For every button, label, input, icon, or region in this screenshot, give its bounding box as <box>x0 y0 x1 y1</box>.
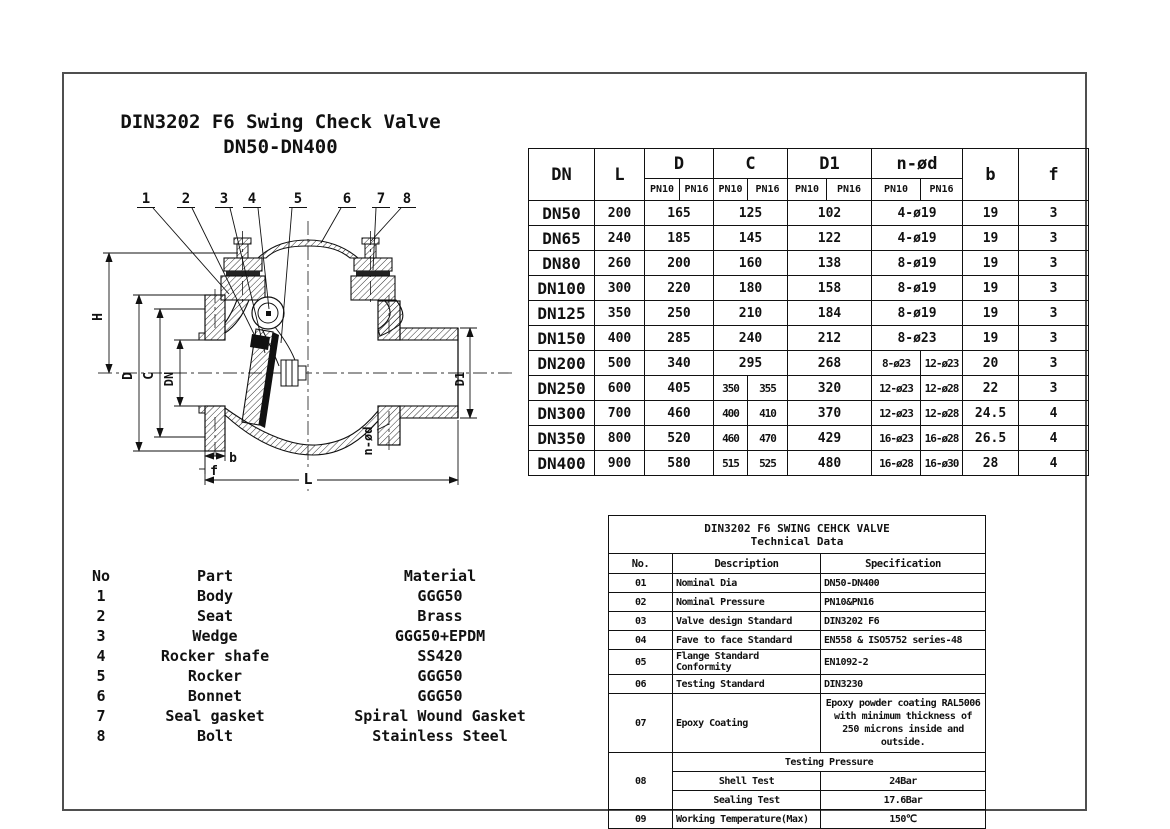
dim-cell: 200 <box>645 251 714 276</box>
dim-cell: 26.5 <box>963 426 1019 451</box>
tech-no-cell: 01 <box>609 574 673 593</box>
dim-cell: 900 <box>595 451 645 476</box>
dim-cell: DN100 <box>529 276 595 301</box>
dim-label-n-od: n-ød <box>361 426 375 456</box>
part-material: GGG50 <box>417 667 463 685</box>
dim-col-header: D <box>645 149 714 179</box>
part-no: 4 <box>96 647 106 665</box>
tech-no-cell: 06 <box>609 675 673 694</box>
disc-wedge <box>242 329 279 428</box>
part-material: GGG50 <box>417 587 463 605</box>
tech-row <box>609 694 986 753</box>
dim-cell: DN250 <box>529 376 595 401</box>
dim-cell: 370 <box>788 401 872 426</box>
part-material: Stainless Steel <box>372 727 508 745</box>
tech-spec-cell: EN1092-2 <box>821 650 986 675</box>
dim-cell: 405 <box>645 376 714 401</box>
dimension-table-body <box>529 201 1089 476</box>
dim-table-row <box>529 351 1089 376</box>
dim-cell: 125 <box>714 201 788 226</box>
dim-cell: 19 <box>963 301 1019 326</box>
dim-cell: 138 <box>788 251 872 276</box>
dim-cell: 12-ø28 <box>921 376 963 401</box>
part-no: 6 <box>96 687 106 705</box>
dim-cell: 16-ø30 <box>921 451 963 476</box>
dim-cell: 3 <box>1019 226 1089 251</box>
tech-desc-cell: Valve design Standard <box>673 612 821 631</box>
dimension-table-container <box>528 148 1089 476</box>
tech-row <box>609 810 986 829</box>
dim-cell: 8-ø19 <box>872 276 963 301</box>
dimension-table <box>528 148 1089 476</box>
tech-row <box>609 650 986 675</box>
tech-desc-cell: Flange Standard Conformity <box>673 650 821 675</box>
tech-spec-cell: 17.6Bar <box>821 791 986 810</box>
tech-spec-cell: DIN3202 F6 <box>821 612 986 631</box>
part-no: 1 <box>96 587 106 605</box>
dim-cell: DN400 <box>529 451 595 476</box>
tech-no-cell: 09 <box>609 810 673 829</box>
part-material: Spiral Wound Gasket <box>354 707 526 725</box>
tech-spec-cell: DN50-DN400 <box>821 574 986 593</box>
part-no: 7 <box>96 707 106 725</box>
title-line-2: DN50-DN400 <box>223 136 338 158</box>
dim-cell: 3 <box>1019 326 1089 351</box>
dim-subcol-header: PN16 <box>680 179 714 201</box>
parts-header-material: Material <box>403 567 477 585</box>
dim-cell: 3 <box>1019 301 1089 326</box>
dim-cell: 22 <box>963 376 1019 401</box>
dim-cell: 12-ø23 <box>872 401 921 426</box>
seal-gasket-left <box>226 271 260 276</box>
tech-row <box>609 631 986 650</box>
title-line-1: DIN3202 F6 Swing Check Valve <box>120 111 441 133</box>
dim-cell: 4-ø19 <box>872 226 963 251</box>
dim-cell: 19 <box>963 201 1019 226</box>
dim-cell: 8-ø23 <box>872 326 963 351</box>
dim-cell: 3 <box>1019 376 1089 401</box>
seal-gasket-right <box>356 271 390 276</box>
tech-desc-cell: Nominal Pressure <box>673 593 821 612</box>
dim-cell: 3 <box>1019 251 1089 276</box>
dim-subcol-header: PN10 <box>872 179 921 201</box>
dim-cell: DN200 <box>529 351 595 376</box>
part-material: GGG50+EPDM <box>394 627 486 645</box>
tech-no-cell: 08 <box>609 753 673 810</box>
part-no: 8 <box>96 727 106 745</box>
dim-cell: 525 <box>748 451 788 476</box>
dim-cell: 4 <box>1019 426 1089 451</box>
dimension-table-head <box>529 149 1089 201</box>
dim-cell: 295 <box>714 351 788 376</box>
tech-header-cell: Specification <box>821 554 986 574</box>
dim-cell: 410 <box>748 401 788 426</box>
dim-cell: 212 <box>788 326 872 351</box>
tech-no-cell: 03 <box>609 612 673 631</box>
dim-cell: 28 <box>963 451 1019 476</box>
dim-table-row <box>529 276 1089 301</box>
dim-table-row <box>529 451 1089 476</box>
tech-desc-cell: Testing Standard <box>673 675 821 694</box>
dim-cell: 16-ø23 <box>872 426 921 451</box>
dim-table-row <box>529 326 1089 351</box>
dim-table-row <box>529 426 1089 451</box>
dim-cell: 300 <box>595 276 645 301</box>
dim-cell: 160 <box>714 251 788 276</box>
disc-nut <box>281 360 306 386</box>
callout-3: 3 <box>219 191 229 207</box>
dim-label-L: L <box>303 470 313 488</box>
dim-cell: 268 <box>788 351 872 376</box>
tech-spec-cell: DIN3230 <box>821 675 986 694</box>
dim-cell: 180 <box>714 276 788 301</box>
tech-spec-cell: 150℃ <box>821 810 986 829</box>
callout-8: 8 <box>402 191 412 207</box>
dim-subcol-header: PN10 <box>645 179 680 201</box>
dim-cell: 240 <box>714 326 788 351</box>
dim-cell: 500 <box>595 351 645 376</box>
dim-cell: 460 <box>714 426 748 451</box>
dim-label-DN: DN <box>162 371 176 387</box>
dim-cell: 320 <box>788 376 872 401</box>
tech-spec-cell: 24Bar <box>821 772 986 791</box>
tech-header-cell: Description <box>673 554 821 574</box>
dim-cell: 355 <box>748 376 788 401</box>
dim-cell: 400 <box>595 326 645 351</box>
dim-cell: 8-ø19 <box>872 301 963 326</box>
dim-cell: 4 <box>1019 451 1089 476</box>
dim-cell: 340 <box>645 351 714 376</box>
dim-cell: 260 <box>595 251 645 276</box>
dim-col-header: b <box>963 149 1019 201</box>
dim-label-b: b <box>229 451 237 466</box>
dim-cell: 102 <box>788 201 872 226</box>
valve-drawing <box>68 183 528 498</box>
parts-list <box>82 566 570 746</box>
dim-cell: 24.5 <box>963 401 1019 426</box>
tech-spec-cell: PN10&PN16 <box>821 593 986 612</box>
dim-cell: 16-ø28 <box>921 426 963 451</box>
tech-row <box>609 612 986 631</box>
tech-no-cell: 04 <box>609 631 673 650</box>
tech-desc-cell: Epoxy Coating <box>673 694 821 753</box>
dim-cell: 600 <box>595 376 645 401</box>
part-name: Body <box>196 587 234 605</box>
dim-cell: 12-ø23 <box>872 376 921 401</box>
dim-cell: 210 <box>714 301 788 326</box>
dim-cell: 350 <box>714 376 748 401</box>
dim-col-header: L <box>595 149 645 201</box>
dim-table-row <box>529 376 1089 401</box>
dim-col-header: D1 <box>788 149 872 179</box>
dim-subcol-header: PN16 <box>921 179 963 201</box>
dim-table-row <box>529 401 1089 426</box>
dim-cell: 350 <box>595 301 645 326</box>
drawing-title <box>108 110 453 160</box>
dim-subcol-header: PN16 <box>748 179 788 201</box>
dim-subcol-header: PN16 <box>827 179 872 201</box>
dim-cell: 185 <box>645 226 714 251</box>
dim-cell: 19 <box>963 251 1019 276</box>
dim-label-D: D <box>121 372 136 380</box>
tech-desc-cell: Sealing Test <box>673 791 821 810</box>
dim-cell: 184 <box>788 301 872 326</box>
dim-cell: 145 <box>714 226 788 251</box>
tech-group-header-cell: Testing Pressure <box>673 753 986 772</box>
valve-drawing-svg <box>68 183 528 498</box>
tech-desc-cell: Shell Test <box>673 772 821 791</box>
dim-cell: DN125 <box>529 301 595 326</box>
dim-cell: DN300 <box>529 401 595 426</box>
parts-header-part: Part <box>196 567 234 585</box>
dim-cell: 8-ø23 <box>872 351 921 376</box>
dim-subcol-header: PN10 <box>788 179 827 201</box>
parts-header-no: No <box>91 567 111 585</box>
tech-row <box>609 574 986 593</box>
dim-cell: 520 <box>645 426 714 451</box>
callout-6: 6 <box>342 191 352 207</box>
dim-cell: 20 <box>963 351 1019 376</box>
tech-no-cell: 02 <box>609 593 673 612</box>
dim-cell: 19 <box>963 276 1019 301</box>
part-name: Wedge <box>192 627 238 645</box>
part-name: Bonnet <box>187 687 243 705</box>
dim-table-row <box>529 251 1089 276</box>
dim-cell: 515 <box>714 451 748 476</box>
part-no: 5 <box>96 667 106 685</box>
tech-desc-cell: Nominal Dia <box>673 574 821 593</box>
dim-cell: 16-ø28 <box>872 451 921 476</box>
dim-cell: 470 <box>748 426 788 451</box>
part-material: Brass <box>417 607 463 625</box>
tech-table-body <box>609 516 986 829</box>
dim-cell: 8-ø19 <box>872 251 963 276</box>
tech-no-cell: 05 <box>609 650 673 675</box>
dim-label-D1: D1 <box>453 371 467 387</box>
dim-cell: 158 <box>788 276 872 301</box>
dim-cell: 800 <box>595 426 645 451</box>
tech-row <box>609 593 986 612</box>
tech-desc-cell: Working Temperature(Max) <box>673 810 821 829</box>
dim-cell: 4-ø19 <box>872 201 963 226</box>
callout-4: 4 <box>247 191 257 207</box>
dim-cell: 12-ø28 <box>921 401 963 426</box>
tech-table <box>608 515 986 829</box>
part-material: SS420 <box>417 647 463 665</box>
callout-1: 1 <box>141 191 151 207</box>
tech-title-line-2: Technical Data <box>750 534 844 548</box>
dim-cell: 429 <box>788 426 872 451</box>
tech-desc-cell: Fave to face Standard <box>673 631 821 650</box>
part-no: 3 <box>96 627 106 645</box>
dim-label-C: C <box>142 372 157 380</box>
dim-header-row <box>529 149 1089 179</box>
dim-cell: 3 <box>1019 276 1089 301</box>
tech-row <box>609 753 986 772</box>
dim-label-f: f <box>210 464 218 479</box>
dim-cell: 480 <box>788 451 872 476</box>
dim-cell: 285 <box>645 326 714 351</box>
part-name: Bolt <box>196 727 234 745</box>
dim-cell: DN50 <box>529 201 595 226</box>
dim-cell: 250 <box>645 301 714 326</box>
dim-cell: 200 <box>595 201 645 226</box>
part-material: GGG50 <box>417 687 463 705</box>
dim-cell: 19 <box>963 326 1019 351</box>
tech-header-cell: No. <box>609 554 673 574</box>
tech-title-cell <box>609 516 986 554</box>
tech-row <box>609 675 986 694</box>
dim-table-row <box>529 301 1089 326</box>
dim-col-header: DN <box>529 149 595 201</box>
dim-cell: 580 <box>645 451 714 476</box>
tech-spec-cell: EN558 & ISO5752 series-48 <box>821 631 986 650</box>
dim-cell: 240 <box>595 226 645 251</box>
tech-header-row <box>609 554 986 574</box>
part-name: Rocker shafe <box>160 647 270 665</box>
tech-spec-cell: Epoxy powder coating RAL5006 with minimum thickness of 250 microns inside and outside. <box>821 694 986 753</box>
callout-7: 7 <box>376 191 386 207</box>
dim-cell: 460 <box>645 401 714 426</box>
dim-cell: 165 <box>645 201 714 226</box>
dim-cell: DN350 <box>529 426 595 451</box>
callout-5: 5 <box>293 191 303 207</box>
tech-table-container <box>608 515 986 829</box>
dim-label-H: H <box>91 313 106 321</box>
tech-title-row <box>609 516 986 554</box>
part-name: Rocker <box>187 667 243 685</box>
dim-col-header: n-ød <box>872 149 963 179</box>
dim-cell: 19 <box>963 226 1019 251</box>
dim-col-header: f <box>1019 149 1089 201</box>
dim-cell: 3 <box>1019 201 1089 226</box>
part-no: 2 <box>96 607 106 625</box>
part-name: Seat <box>196 607 234 625</box>
dim-subcol-header: PN10 <box>714 179 748 201</box>
tech-no-cell: 07 <box>609 694 673 753</box>
callout-2: 2 <box>181 191 191 207</box>
dim-col-header: C <box>714 149 788 179</box>
dim-cell: DN150 <box>529 326 595 351</box>
dim-cell: 700 <box>595 401 645 426</box>
dim-cell: 220 <box>645 276 714 301</box>
dim-cell: 3 <box>1019 351 1089 376</box>
dim-cell: 122 <box>788 226 872 251</box>
dim-cell: 12-ø23 <box>921 351 963 376</box>
dim-cell: 4 <box>1019 401 1089 426</box>
part-name: Seal gasket <box>165 707 265 725</box>
dim-cell: DN80 <box>529 251 595 276</box>
dim-table-row <box>529 201 1089 226</box>
dim-table-row <box>529 226 1089 251</box>
dim-cell: DN65 <box>529 226 595 251</box>
tech-title-line-1: DIN3202 F6 SWING CEHCK VALVE <box>704 521 890 535</box>
dim-cell: 400 <box>714 401 748 426</box>
